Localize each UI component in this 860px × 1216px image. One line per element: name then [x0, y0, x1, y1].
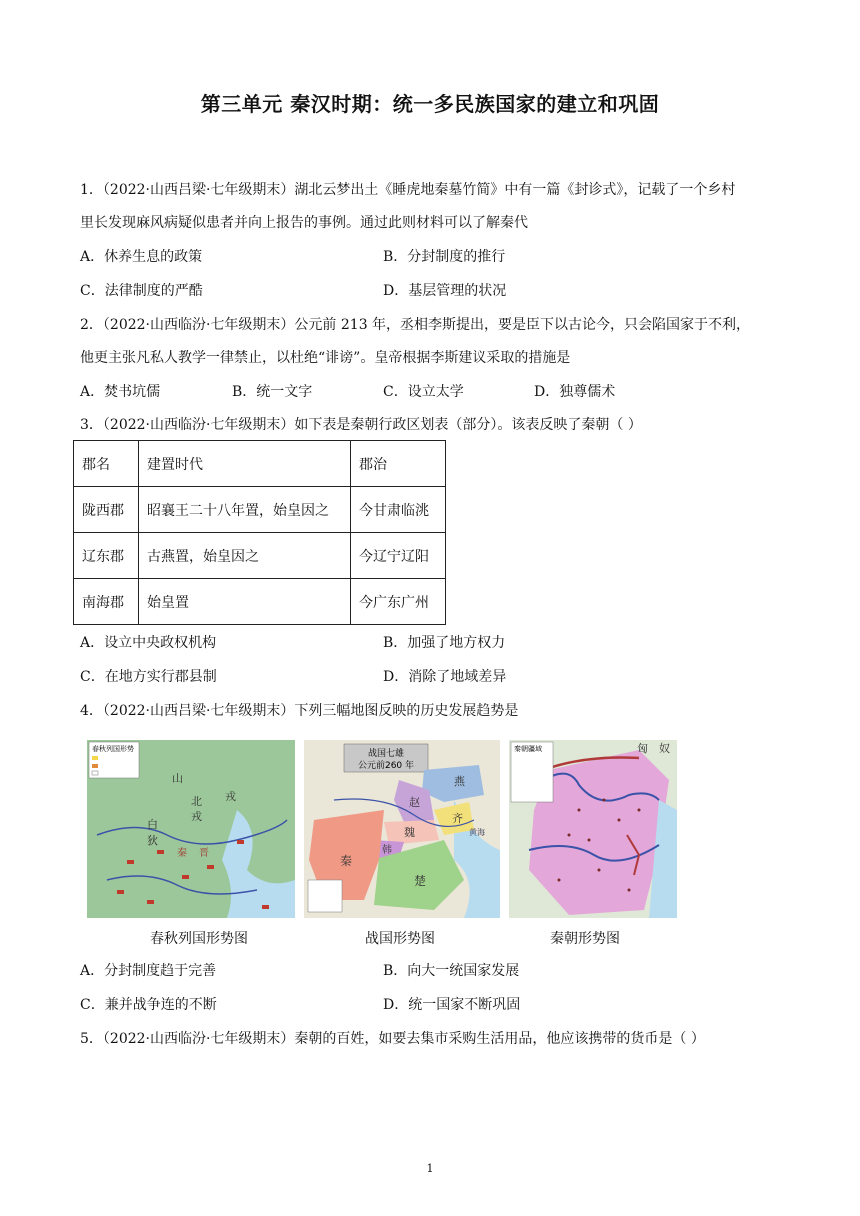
q2-stem-line2: 他更主张凡私人教学一律禁止，以杜绝“诽谤”。皇帝根据李斯建议采取的措施是 [80, 350, 571, 366]
map-label: 狄 [147, 834, 158, 847]
table-cell: 今辽宁辽阳 [351, 533, 446, 579]
map-caption-warring-states: 战国形势图 [365, 931, 435, 947]
map-label: 秦 [177, 848, 187, 859]
page-title: 第三单元 秦汉时期：统一多民族国家的建立和巩固 [200, 92, 660, 116]
map-label: 赵 [409, 796, 420, 809]
legend-swatch [92, 764, 98, 768]
map-label: 匈 [637, 742, 648, 755]
map-label: 魏 [404, 826, 415, 839]
q4-option-b: B．向大一统国家发展 [383, 963, 520, 979]
q3-option-a: A．设立中央政权机构 [80, 635, 217, 651]
q1-option-c: C．法律制度的严酷 [80, 283, 203, 299]
map-label: 晋 [199, 848, 209, 859]
table-cell: 始皇置 [139, 579, 351, 625]
q4-stem: 4．（2022·山西吕梁·七年级期末）下列三幅地图反映的历史发展趋势是 [80, 703, 519, 719]
map-label: 戎 [225, 790, 236, 803]
q4-option-d: D．统一国家不断巩固 [383, 997, 521, 1013]
map-caption-qin-dynasty: 秦朝形势图 [550, 931, 620, 947]
page-number: 1 [426, 1162, 434, 1175]
q2-option-b: B．统一文字 [232, 384, 313, 400]
table-row [74, 487, 446, 533]
q4-option-a: A．分封制度趋于完善 [80, 963, 217, 979]
table-row [74, 579, 446, 625]
q2-option-c: C．设立太学 [383, 384, 464, 400]
q3-option-d: D．消除了地域差异 [383, 669, 507, 685]
table-row [74, 533, 446, 579]
q1-option-b: B．分封制度的推行 [383, 249, 506, 265]
q2-option-d: D．独尊儒术 [534, 384, 616, 400]
map-label: 北 [191, 795, 202, 808]
legend-swatch [92, 771, 98, 775]
table-cell: 陇西郡 [74, 487, 139, 533]
q3-option-b: B．加强了地方权力 [383, 635, 506, 651]
map-spring-autumn [87, 740, 295, 918]
table-cell: 古燕置，始皇因之 [139, 533, 351, 579]
table-header-cell: 建置时代 [139, 441, 351, 487]
map-heading: 秦朝疆域 [514, 745, 542, 753]
q2-option-a: A．焚书坑儒 [80, 384, 161, 400]
table-cell: 今甘肃临洮 [351, 487, 446, 533]
map-caption-spring-autumn: 春秋列国形势图 [150, 931, 248, 947]
q4-option-c: C．兼并战争连的不断 [80, 997, 217, 1013]
map-legend [308, 880, 342, 912]
map-warring-states [304, 740, 500, 918]
table-cell: 南海郡 [74, 579, 139, 625]
map-qin-dynasty-image [509, 740, 677, 918]
q3-stem: 3．（2022·山西临汾·七年级期末）如下表是秦朝行政区划表（部分）。该表反映了秦朝（ ） [80, 417, 642, 433]
q2-stem-line1: 2．（2022·山西临汾·七年级期末）公元前 213 年，丞相李斯提出，要是臣下以古论今，只会陷国家于不利， [80, 317, 751, 333]
table-header-row [74, 441, 446, 487]
q3-table [73, 440, 446, 625]
table-cell: 昭襄王二十八年置，始皇因之 [139, 487, 351, 533]
table-cell: 辽东郡 [74, 533, 139, 579]
map-label: 戎 [191, 810, 202, 823]
map-label: 燕 [454, 775, 465, 788]
map-label: 韩 [382, 845, 392, 856]
legend-swatch [92, 756, 98, 760]
table-header-cell: 郡治 [351, 441, 446, 487]
map-label: 楚 [414, 874, 427, 888]
map-label: 奴 [659, 742, 670, 755]
map-label: 齐 [452, 812, 463, 825]
q1-option-a: A．休养生息的政策 [80, 249, 203, 265]
map-subheading: 公元前260 年 [357, 761, 415, 771]
q5-stem: 5．（2022·山西临汾·七年级期末）秦朝的百姓，如要去集市采购生活用品，他应该携带的货币是（ ） [80, 1031, 705, 1047]
map-warring-states-image [304, 740, 500, 918]
map-spring-autumn-image [87, 740, 295, 918]
q3-option-c: C．在地方实行郡县制 [80, 669, 217, 685]
q1-stem-line1: 1．（2022·山西吕梁·七年级期末）湖北云梦出土《睡虎地秦墓竹简》中有一篇《封诊式》，记载了一个乡村 [80, 182, 736, 198]
table-header-cell: 郡名 [74, 441, 139, 487]
map-label: 白 [147, 818, 158, 831]
map-qin-dynasty [509, 740, 677, 918]
map-heading: 战国七雄 [367, 749, 405, 759]
map-label: 黄海 [469, 828, 485, 837]
map-label: 秦 [340, 854, 353, 868]
map-heading: 春秋列国形势 [92, 745, 134, 753]
q1-stem-line2: 里长发现麻风病疑似患者并向上报告的事例。通过此则材料可以了解秦代 [80, 215, 528, 231]
q1-option-d: D．基层管理的状况 [383, 283, 507, 299]
map-label: 山 [172, 772, 183, 785]
table-cell: 今广东广州 [351, 579, 446, 625]
